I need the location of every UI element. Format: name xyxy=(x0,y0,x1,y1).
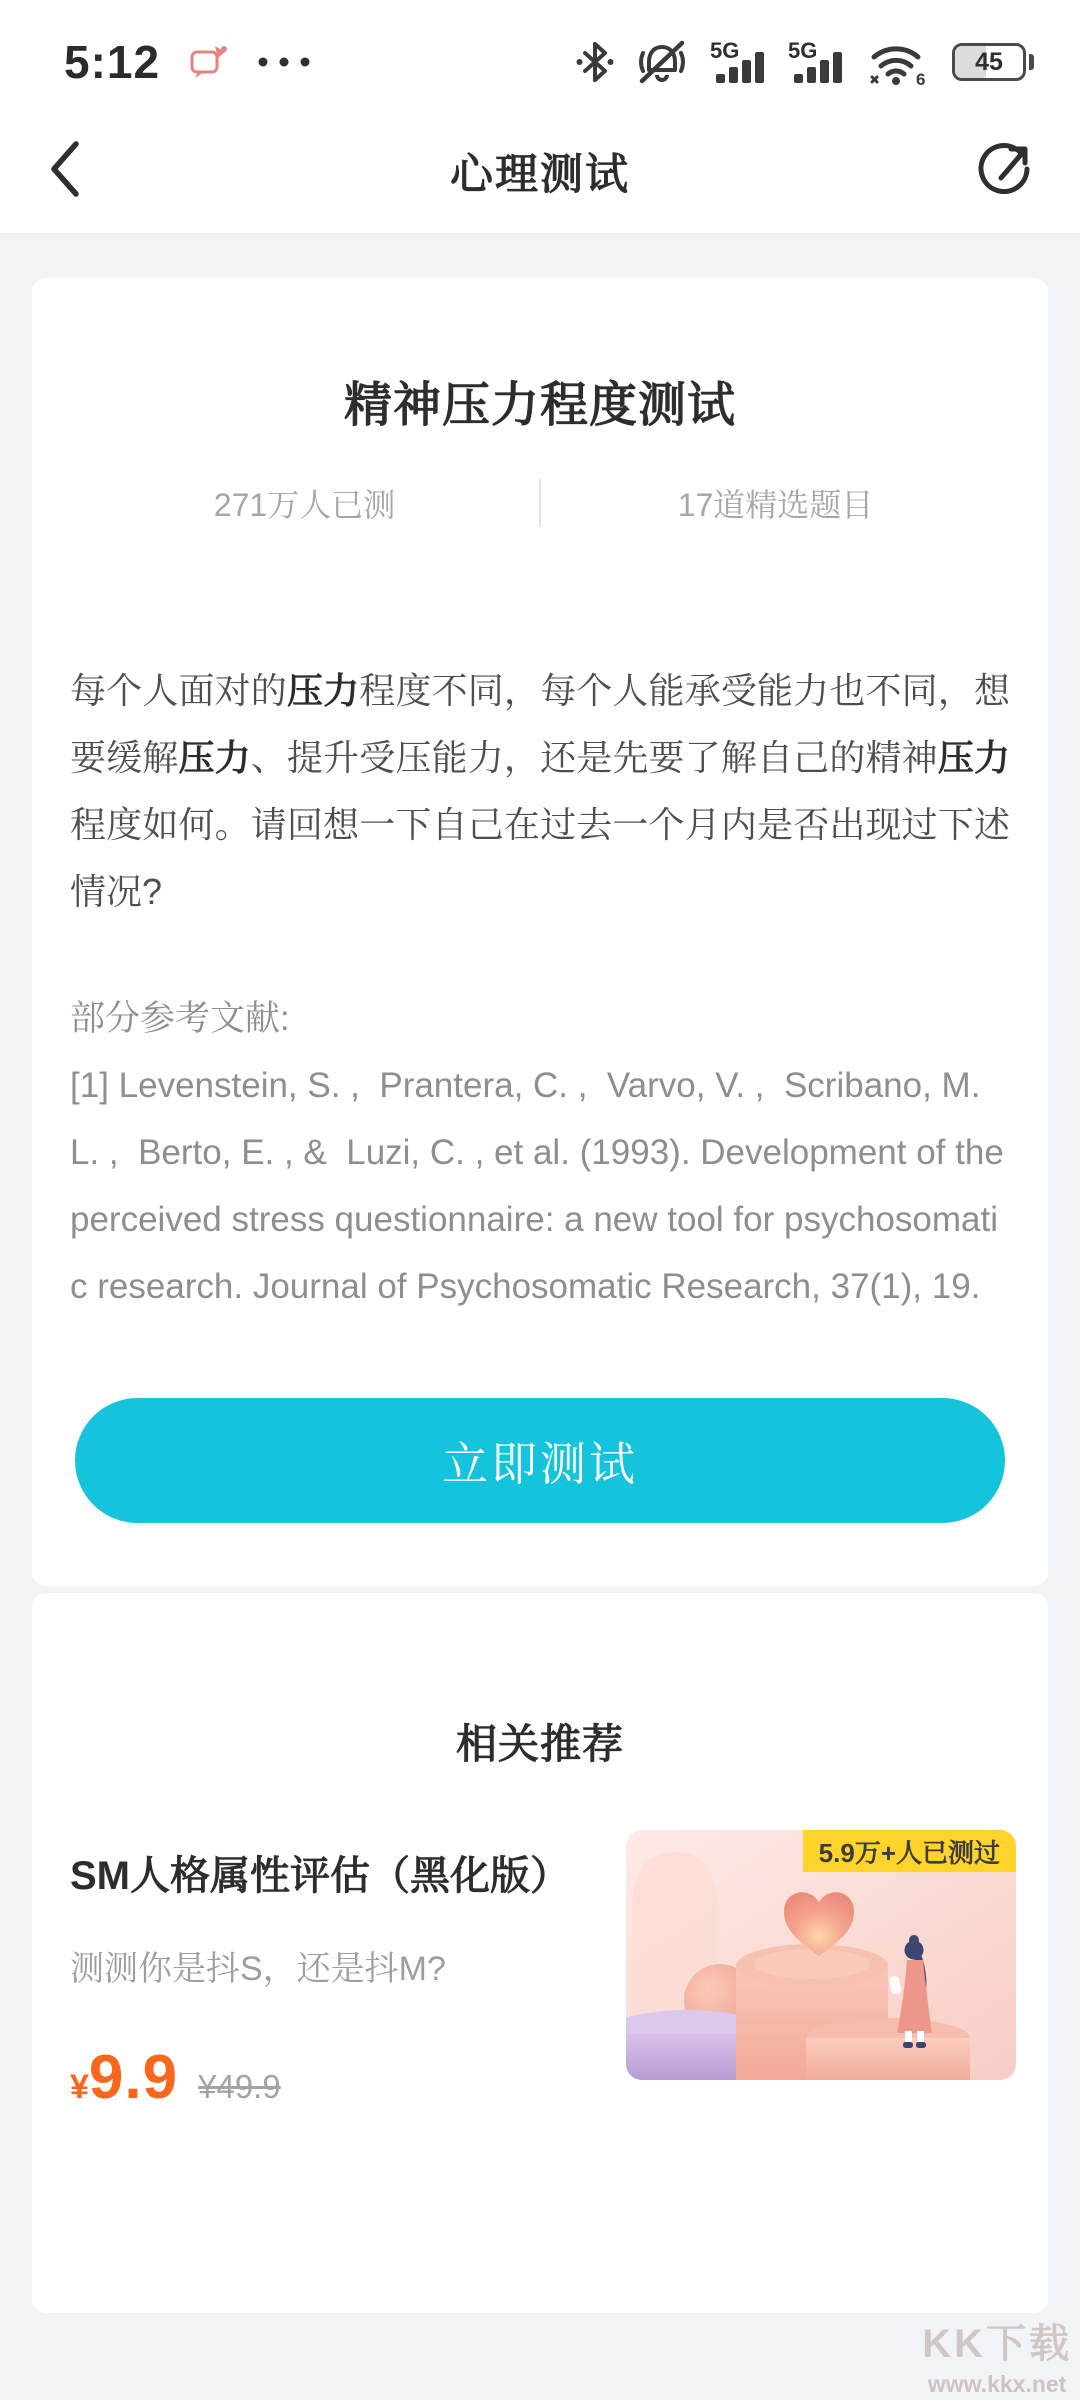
cellular-signal-1-icon: 5G xyxy=(710,40,766,84)
recommend-card xyxy=(32,1593,1048,2313)
wifi-6-icon xyxy=(866,39,930,85)
test-title: 精神压力程度测试 xyxy=(343,379,736,432)
price-row xyxy=(70,2042,626,2113)
mute-vibrate-icon xyxy=(636,39,688,85)
recommend-item-title: SM人格属性评估（黑化版） xyxy=(70,1854,570,1898)
nav-bar xyxy=(0,110,1080,235)
start-test-button[interactable]: 立即测试 xyxy=(75,1398,1005,1523)
page-title: 心理测试 xyxy=(450,151,630,199)
current-price: 9.9 xyxy=(88,2043,179,2112)
battery-icon: 45 xyxy=(952,43,1034,81)
cellular-signal-2-icon: 5G xyxy=(788,40,844,84)
currency-symbol: ¥ xyxy=(70,2068,89,2106)
test-card xyxy=(32,278,1048,1586)
bluetooth-icon xyxy=(576,39,614,85)
tested-count-badge: 5.9万+人已测过 xyxy=(803,1830,1016,1872)
references-text: [1] Levenstein, S. , Prantera, C. , Varvo, V. , Scribano, M. L. , Berto, E. , & Luzi, C. , et al. (1993). Development of the perceived stress questionnaire: a new tool for psychosomatic research. Journal of Psychosomatic Research, 37(1), 19. xyxy=(70,1066,1014,1306)
wifi-gen-label: 6 xyxy=(916,70,926,85)
status-bar xyxy=(0,0,1080,110)
watermark-url: www.kkx.net xyxy=(927,2371,1067,2397)
more-notifications-dots-icon xyxy=(256,56,312,68)
recommend-item-info xyxy=(70,1830,626,2113)
message-notification-icon xyxy=(188,43,228,81)
site-watermark xyxy=(922,2312,1072,2398)
watermark-logo: KK下载 xyxy=(922,2322,1072,2366)
recommend-item[interactable] xyxy=(64,1830,1016,2113)
recommend-item-thumbnail[interactable] xyxy=(626,1830,1016,2080)
original-price: ¥49.9 xyxy=(198,2068,281,2105)
test-stats xyxy=(70,479,1010,527)
share-icon xyxy=(974,138,1036,205)
back-chevron-icon xyxy=(44,136,88,207)
references-label: 部分参考文献: xyxy=(70,999,290,1038)
test-description: 每个人面对的压力程度不同，每个人能承受能力也不同，想要缓解压力、提升受压能力，还是先要了解自己的精神压力程度如何。请回想一下自己在过去一个月内是否出现过下述情况? xyxy=(70,670,1010,912)
references-block xyxy=(70,985,1014,1320)
stat-people-tested: 271万人已测 xyxy=(213,487,396,523)
back-button[interactable] xyxy=(44,132,114,212)
stat-question-count: 17道精选题目 xyxy=(677,487,874,523)
recommend-section-title: 相关推荐 xyxy=(456,1721,624,1767)
page-content xyxy=(0,235,1080,2313)
share-button[interactable] xyxy=(966,132,1036,212)
recommend-item-subtitle: 测测你是抖S，还是抖M? xyxy=(70,1950,446,1988)
clock-time: 5:12 xyxy=(64,36,161,88)
